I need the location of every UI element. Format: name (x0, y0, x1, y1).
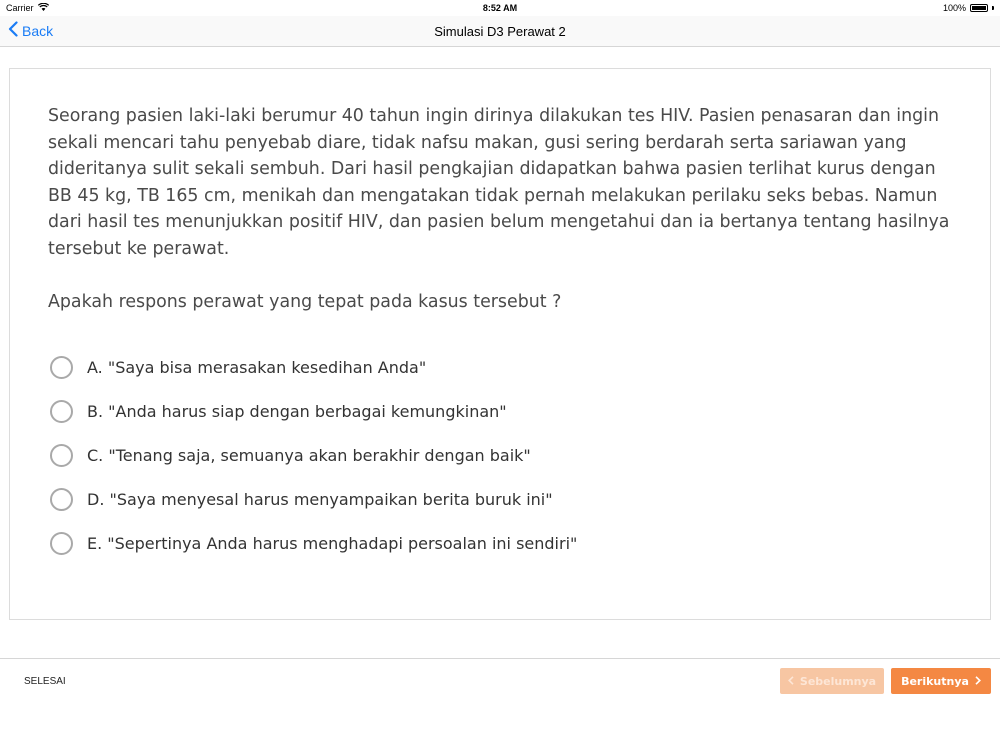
option-c[interactable] (50, 433, 577, 477)
answer-options (50, 345, 577, 565)
option-label: D. "Saya menyesal harus menyampaikan berita buruk ini" (87, 489, 553, 509)
option-label: E. "Sepertinya Anda harus menghadapi persoalan ini sendiri" (87, 533, 578, 553)
radio-button[interactable] (50, 356, 73, 379)
question-card (9, 68, 991, 620)
option-e[interactable] (50, 521, 577, 565)
option-b[interactable] (50, 389, 577, 433)
back-button[interactable] (8, 21, 53, 40)
option-a[interactable] (50, 345, 577, 389)
chevron-left-icon (788, 675, 794, 688)
next-label: Berikutnya (901, 674, 969, 688)
status-right (943, 3, 994, 13)
back-label: Back (22, 22, 54, 39)
previous-label: Sebelumnya (799, 674, 877, 688)
battery-tip (992, 6, 994, 10)
option-label: B. "Anda harus siap dengan berbagai kemungkinan" (87, 401, 507, 421)
radio-button[interactable] (50, 400, 73, 423)
page-title: Simulasi D3 Perawat 2 (434, 24, 566, 39)
chevron-left-icon (8, 21, 18, 40)
next-button[interactable] (891, 668, 991, 694)
option-d[interactable] (50, 477, 577, 521)
option-label: C. "Tenang saja, semuanya akan berakhir dengan baik" (87, 445, 531, 465)
previous-button[interactable] (780, 668, 884, 694)
question-text: Seorang pasien laki-laki berumur 40 tahun ingin dirinya dilakukan tes HIV. Pasien penasaran dan ingin sekali mencari tahu penyebab diare, tidak nafsu makan, gusi sering berdarah serta sariawan yang dideritanya sulit sekali sembuh. Dari hasil pengkajian didapatkan bahwa pasien terlihat kurus dengan BB 45 kg, TB 165 cm, menikah dan mengatakan tidak pernah melakukan perilaku seks bebas. Namun dari hasil tes menunjukkan positif HIV, dan pasien belum mengetahui dan ia bertanya tentang hasilnya tersebut ke perawat. (48, 106, 950, 259)
navigation-bar (0, 16, 1000, 47)
battery-icon (970, 4, 988, 12)
carrier-label: Carrier (6, 3, 34, 13)
finish-button[interactable]: SELESAI (24, 676, 66, 687)
battery-percent: 100% (942, 3, 966, 13)
chevron-right-icon (975, 675, 981, 688)
radio-button[interactable] (50, 444, 73, 467)
status-bar (0, 0, 1000, 16)
question-prompt: Apakah respons perawat yang tepat pada kasus tersebut ? (48, 292, 562, 312)
footer-divider (0, 658, 1000, 659)
radio-button[interactable] (50, 488, 73, 511)
clock: 8:52 AM (482, 3, 518, 13)
radio-button[interactable] (50, 532, 73, 555)
option-label: A. "Saya bisa merasakan kesedihan Anda" (87, 357, 427, 377)
